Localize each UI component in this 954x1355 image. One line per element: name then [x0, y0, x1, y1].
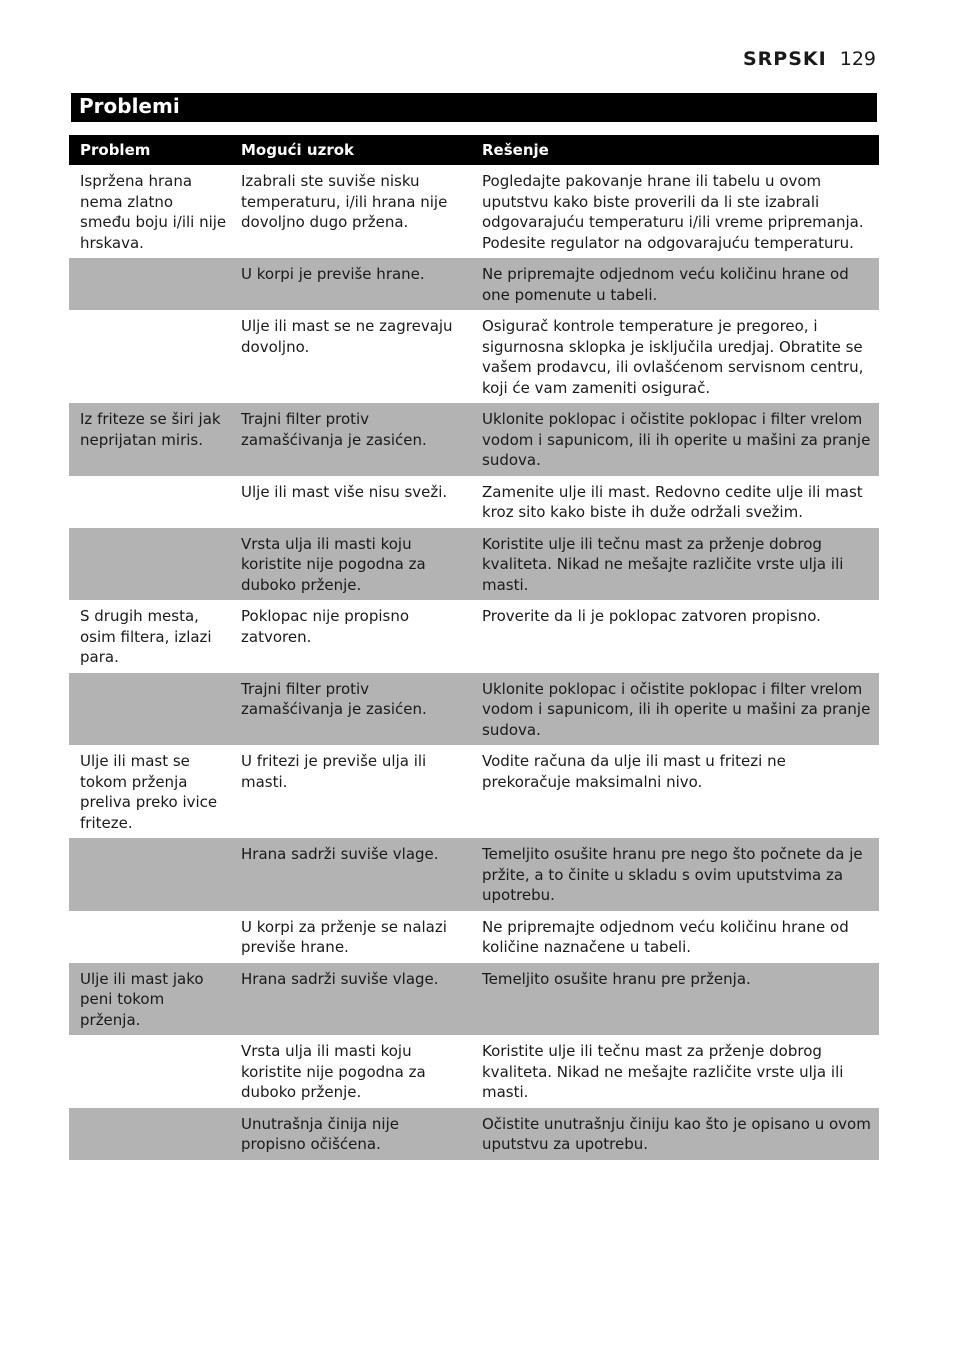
cause-cell: Ulje ili mast više nisu sveži. [241, 482, 448, 501]
page-number: 129 [839, 48, 876, 70]
troubleshooting-table [69, 135, 879, 1160]
table-row [69, 963, 879, 1036]
problem-cell [69, 673, 231, 746]
table-row [69, 165, 879, 258]
solution-cell: Očistite unutrašnju činiju kao što je opisano u ovom uputstvu za upotrebu. [472, 1108, 879, 1160]
problem-cell [69, 1108, 231, 1160]
problem-cell: Ulje ili mast se tokom prženja preliva preko ivice friteze. [80, 752, 218, 832]
solution-cell: Uklonite poklopac i očistite poklopac i filter vrelom vodom i sapunicom, ili ih operite u mašini za pranje sudova. [472, 673, 879, 746]
page-header [743, 48, 876, 70]
table-header-row [69, 135, 879, 165]
cause-cell: Vrsta ulja ili masti koju koristite nije pogodna za duboko prženje. [241, 1042, 426, 1101]
problem-cell: S drugih mesta, osim filtera, izlazi para. [80, 607, 212, 666]
table-row [69, 476, 879, 528]
cause-cell: Poklopac nije propisno zatvoren. [241, 607, 410, 646]
cause-cell: Hrana sadrži suviše vlage. [231, 838, 472, 911]
solution-cell: Koristite ulje ili tečnu mast za prženje dobrog kvaliteta. Nikad ne mešajte različite vrste ulja ili masti. [472, 528, 879, 601]
cause-cell: Izabrali ste suviše nisku temperaturu, i/ili hrana nije dovoljno dugo pržena. [241, 172, 448, 231]
table-row [69, 1035, 879, 1108]
problem-cell [69, 476, 231, 528]
cause-cell: U korpi je previše hrane. [231, 258, 472, 310]
problem-cell: Ispržena hrana nema zlatno smeđu boju i/ili nije hrskava. [80, 172, 227, 252]
solution-cell: Osigurač kontrole temperature je pregoreo, i sigurnosna sklopka je isključila uredjaj. Obratite se vašem prodavcu, ili ovlašćenom servisnom centru, koji će vam zameniti osigurač. [482, 317, 864, 397]
column-header-problem: Problem [69, 135, 231, 165]
section-title: Problemi [79, 94, 180, 118]
table-row [69, 403, 879, 476]
problem-cell: Iz friteze se širi jak neprijatan miris. [69, 403, 231, 476]
problem-cell [69, 911, 231, 963]
cause-cell: U korpi za prženje se nalazi previše hrane. [241, 917, 447, 956]
section-title-bar [71, 93, 877, 122]
solution-cell: Vodite računa da ulje ili mast u fritezi ne prekoračuje maksimalni nivo. [482, 752, 786, 791]
cause-cell: Vrsta ulja ili masti koju koristite nije pogodna za duboko prženje. [231, 528, 472, 601]
solution-cell: Koristite ulje ili tečnu mast za prženje dobrog kvaliteta. Nikad ne mešajte različite vrste ulja ili masti. [482, 1042, 844, 1101]
problem-cell [69, 258, 231, 310]
problem-cell [69, 528, 231, 601]
problem-cell: Ulje ili mast jako peni tokom prženja. [69, 963, 231, 1036]
column-header-solution: Rešenje [472, 135, 879, 165]
solution-cell: Zamenite ulje ili mast. Redovno cedite ulje ili mast kroz sito kako biste ih duže održali svežim. [482, 482, 863, 521]
language-label: SRPSKI [742, 48, 827, 70]
problem-cell [69, 310, 231, 403]
solution-cell: Pogledajte pakovanje hrane ili tabelu u ovom uputstvu kako biste proverili da li ste izabrali odgovarajuću temperaturu i/ili vreme pripremanja. Podesite regulator na odgovarajuću temperaturu. [482, 172, 864, 252]
table-row [69, 310, 879, 403]
table-row [69, 673, 879, 746]
solution-cell: Uklonite poklopac i očistite poklopac i filter vrelom vodom i sapunicom, ili ih operite u mašini za pranje sudova. [472, 403, 879, 476]
cause-cell: Trajni filter protiv zamašćivanja je zasićen. [231, 673, 472, 746]
column-header-cause: Mogući uzrok [231, 135, 472, 165]
table-row [69, 528, 879, 601]
cause-cell: Ulje ili mast se ne zagrevaju dovoljno. [241, 317, 453, 356]
cause-cell: Hrana sadrži suviše vlage. [231, 963, 472, 1036]
table-row [69, 1108, 879, 1160]
table-row [69, 258, 879, 310]
solution-cell: Temeljito osušite hranu pre nego što počnete da je pržite, a to činite u skladu s ovim uputstvima za upotrebu. [472, 838, 879, 911]
table-row [69, 600, 879, 673]
table-row [69, 838, 879, 911]
table-row [69, 745, 879, 838]
solution-cell: Proverite da li je poklopac zatvoren propisno. [482, 607, 821, 625]
cause-cell: U fritezi je previše ulja ili masti. [241, 752, 427, 791]
problem-cell [69, 838, 231, 911]
table-row [69, 911, 879, 963]
problem-cell [69, 1035, 231, 1108]
cause-cell: Unutrašnja činija nije propisno očišćena. [231, 1108, 472, 1160]
cause-cell: Trajni filter protiv zamašćivanja je zasićen. [231, 403, 472, 476]
solution-cell: Ne pripremajte odjednom veću količinu hrane od količine naznačene u tabeli. [482, 917, 849, 956]
solution-cell: Ne pripremajte odjednom veću količinu hrane od one pomenute u tabeli. [472, 258, 879, 310]
solution-cell: Temeljito osušite hranu pre prženja. [472, 963, 879, 1036]
